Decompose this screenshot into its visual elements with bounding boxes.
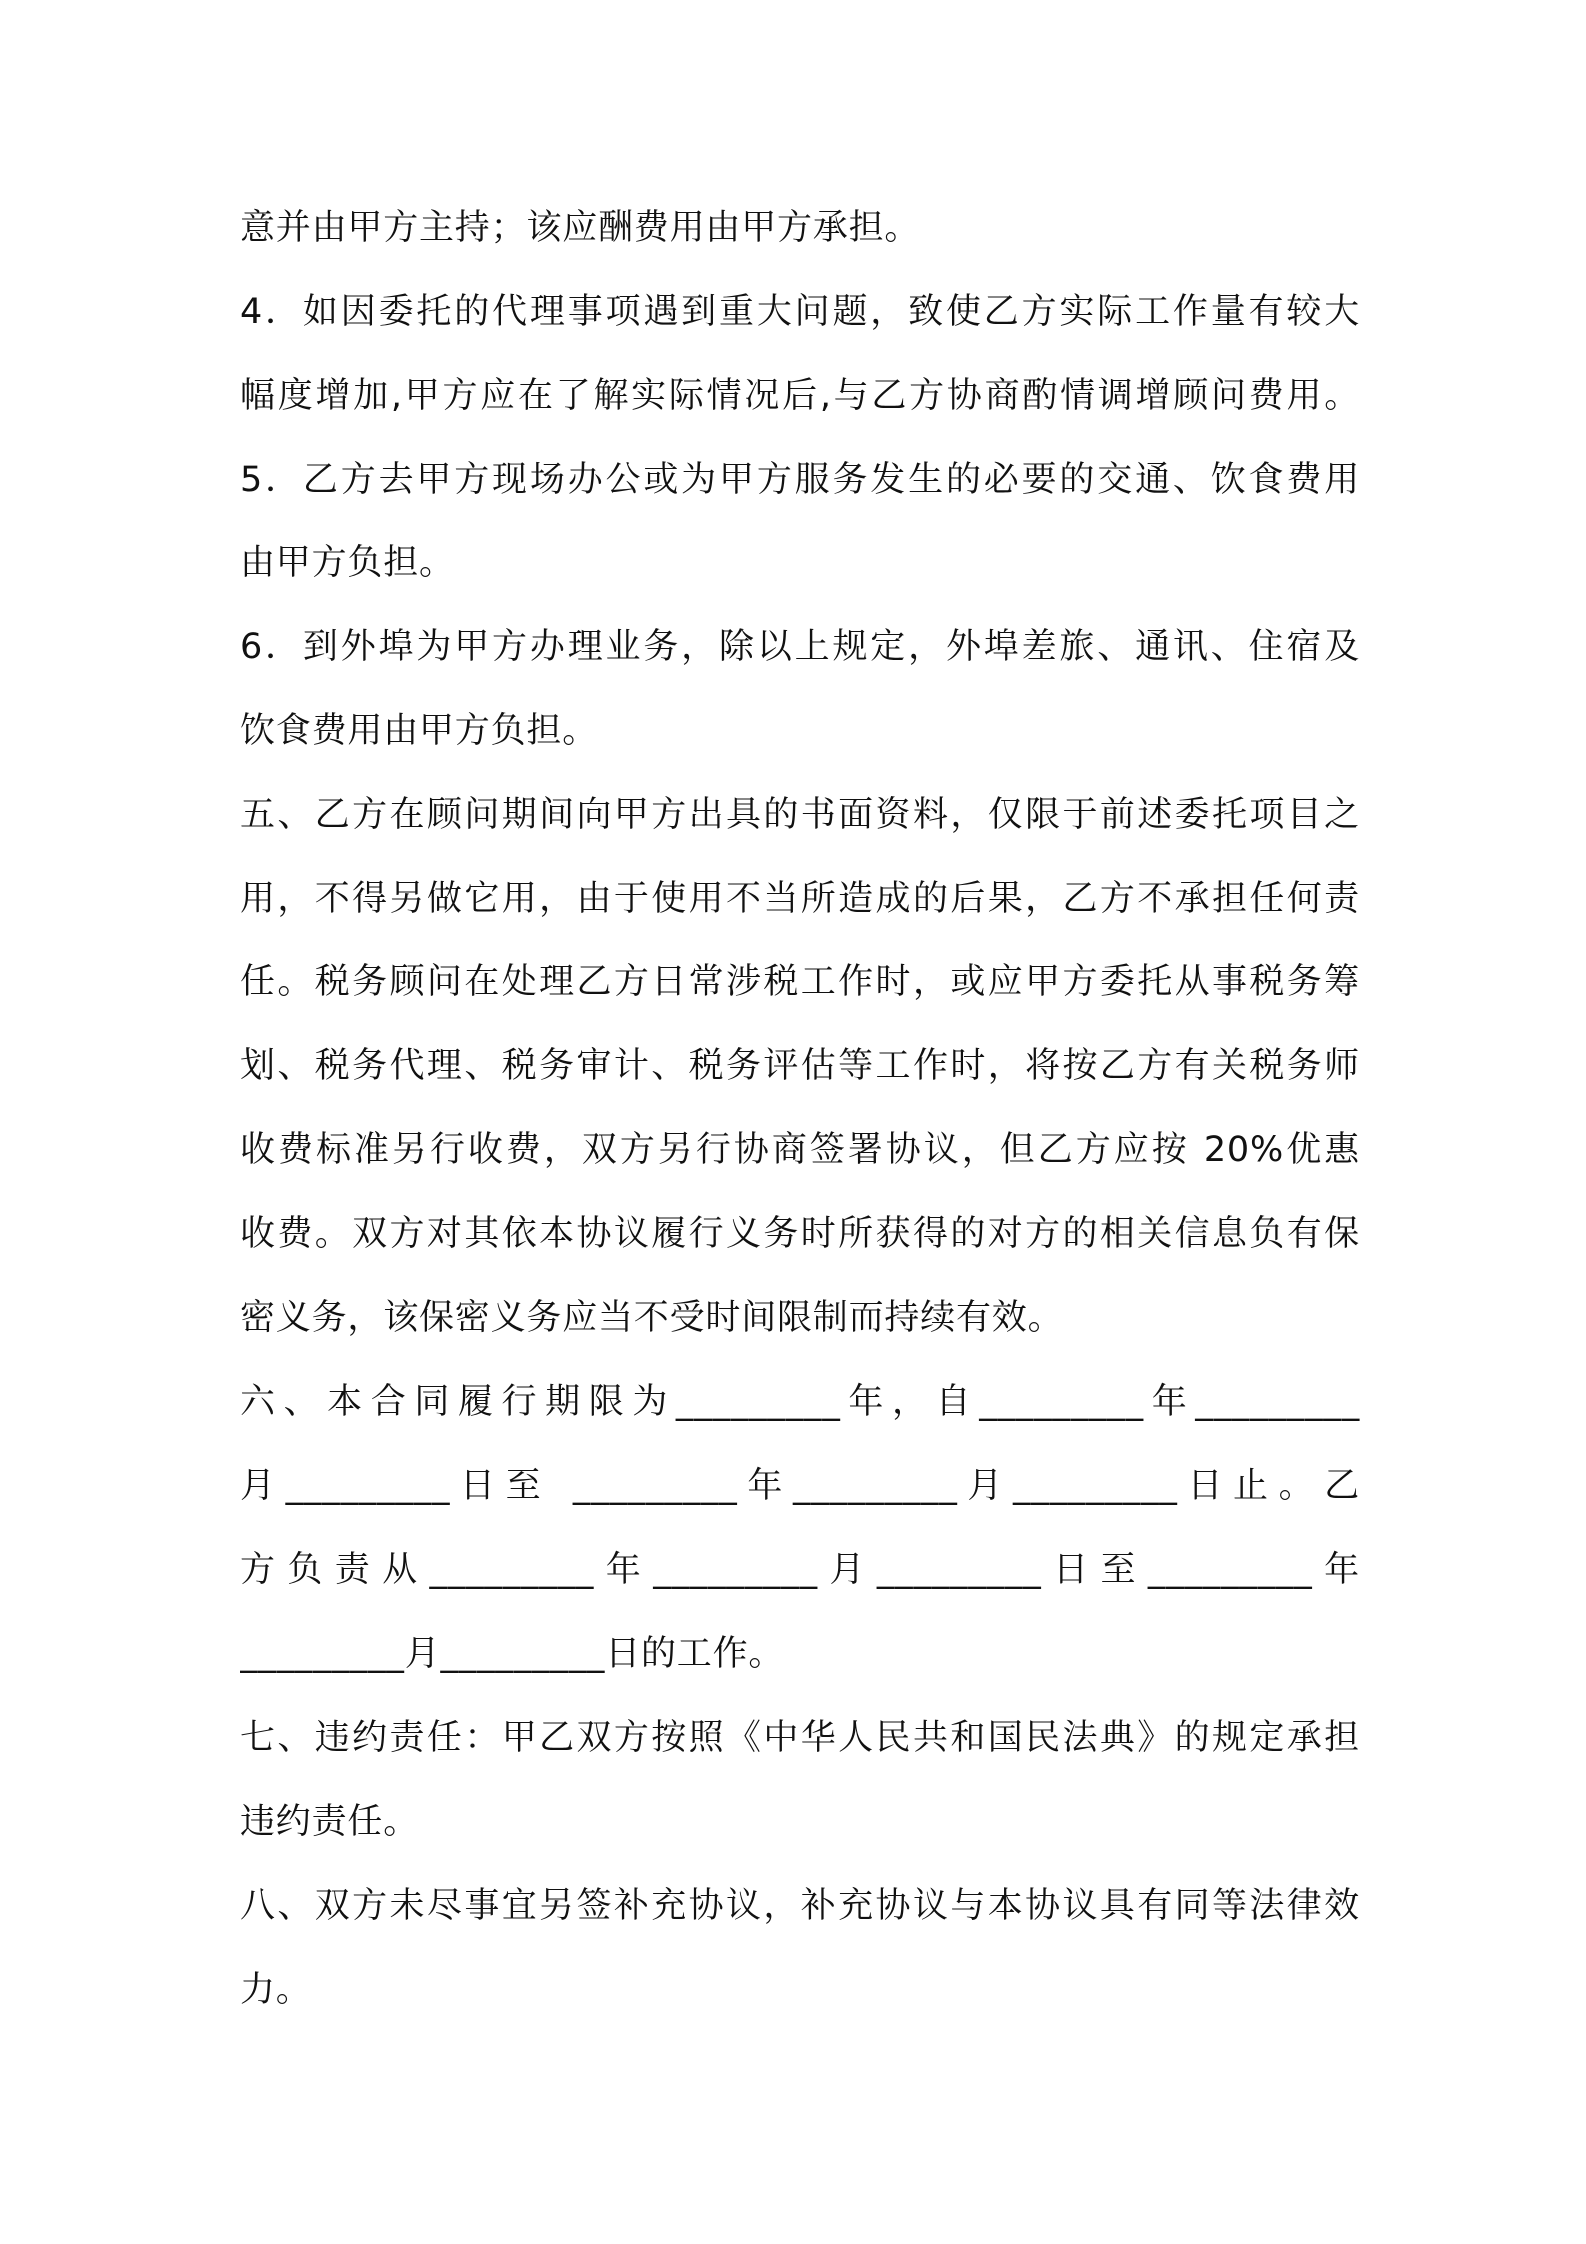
text-line: 4．如因委托的代理事项遇到重大问题，致使乙方实际工作量有较大 [240, 292, 1360, 332]
text-line: 违约责任。 [240, 1802, 420, 1842]
text-line: 饮食费用由甲方负担。 [240, 711, 599, 751]
text-line: 六、本合同履行期限为_________年，自_________年_________ [240, 1382, 1360, 1422]
text-line: 意并由甲方主持；该应酬费用由甲方承担。 [240, 208, 921, 248]
text-line: 用，不得另做它用，由于使用不当所造成的后果，乙方不承担任何责 [240, 879, 1360, 919]
text-line: 力。 [240, 1970, 312, 2010]
text-line: 五、乙方在顾问期间向甲方出具的书面资料，仅限于前述委托项目之 [240, 795, 1360, 835]
text-line: 划、税务代理、税务审计、税务评估等工作时，将按乙方有关税务师 [240, 1046, 1360, 1086]
text-line: 月_________日至 _________年_________月_________日止。乙 [240, 1466, 1360, 1506]
text-line: 6．到外埠为甲方办理业务，除以上规定，外埠差旅、通讯、住宿及 [240, 627, 1360, 667]
text-line: 任。税务顾问在处理乙方日常涉税工作时，或应甲方委托从事税务筹 [240, 962, 1360, 1002]
text-line: 方负责从_________年_________月_________日至_________年 [240, 1550, 1360, 1590]
text-line: _________月_________日的工作。 [240, 1634, 785, 1674]
text-line: 收费。双方对其依本协议履行义务时所获得的对方的相关信息负有保 [240, 1214, 1360, 1254]
text-line: 收费标准另行收费，双方另行协商签署协议，但乙方应按 20%优惠 [240, 1130, 1360, 1170]
text-line: 八、双方未尽事宜另签补充协议，补充协议与本协议具有同等法律效 [240, 1886, 1360, 1926]
text-line: 密义务，该保密义务应当不受时间限制而持续有效。 [240, 1298, 1064, 1338]
text-line: 七、违约责任：甲乙双方按照《中华人民共和国民法典》的规定承担 [240, 1718, 1360, 1758]
text-line: 由甲方负担。 [240, 543, 455, 583]
text-line: 5．乙方去甲方现场办公或为甲方服务发生的必要的交通、饮食费用 [240, 460, 1360, 500]
text-line: 幅度增加,甲方应在了解实际情况后,与乙方协商酌情调增顾问费用。 [240, 376, 1360, 416]
